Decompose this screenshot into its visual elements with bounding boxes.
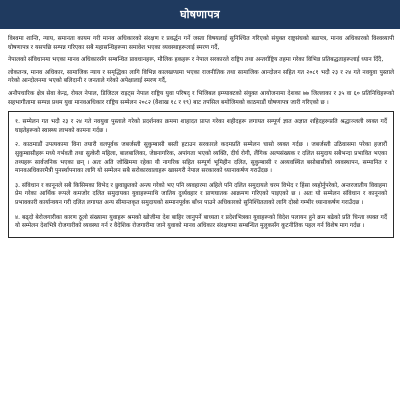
declaration-point: ४. बढ्दो बेरोजगारीका कारण ठूलो संख्यामा युवाहरू श्रमको खोजीमा देश बाहिर जानुपर्ने बाध्यता र प्रदेशभित्रका युवाहरूको विदेश पलायन हुने क्रम बढेको प्रति चिन्ता व्यक्त गर्दै यो सम्मेलन देशभित्रै रोजगारीको व्यवस्था गर्न र वैदेशिक रोजगारीमा जाने युवाको मानव अधिकार संरक्षणमा सम्बन्धित मुलुकसँग कूटनीतिक पहल गर्न विशेष माग गर्दछ । bbox=[15, 214, 387, 230]
intro-paragraph: नेपालको संविधानमा भएका मानव अधिकारसँग सम्बन्धित प्रावधानहरू, मौलिक हकहरू र नेपाल सरकारले राष्ट्रिय तथा अन्तर्राष्ट्रिय तहमा गरेका विभिन्न प्रतिबद्धताहरूलाई ध्यान दिँदै, bbox=[8, 57, 384, 64]
declaration-point: ३. संविधान र कानूनले सबै किसिमका विभेद र छुवाछुतको अन्त्य गरेको भए पनि व्यवहारमा अहिले पनि दलित समुदायले चरम विभेद र हिंसा व्यहोर्नुपरेको, अन्तरजातीय विवाहमा प्रेम गरेका आर्थिक रूपले कमजोर दलित समुदायका युवाहरूमाथि जातिय दुर्व्यवहार र प्राणघातक आक्रमण गरिएको पाइएको छ । अतः यो सम्मेलन संविधान र कानूनको प्रभावकारी कार्यान्वयन गरी दलित लगायत अन्य सीमान्तकृत समुदायको सम्मानपूर्वक बाँच्न पाउने अधिकारको सुनिश्चितताको लागि दोस्रो गम्भीर ध्यानाकर्षण गराउँदछ । bbox=[15, 182, 387, 206]
document-title: घोषणापत्र bbox=[180, 8, 220, 21]
intro-paragraph: लोकतन्त्र, मानव अधिकार, सामाजिक न्याय र समृद्धिका लागि विभिन्न कालखण्डमा भएका राजनीतिक तथा सामाजिक आन्दोलन सहित गत २०८१ भदौ २३ र २४ गते नवयुवा पुस्ताले गरेको आन्दोलनमा भएको बलिदानी र जनताले गरेको अपेक्षालाई स्मरण गर्दै, bbox=[8, 69, 394, 85]
declaration-points-box bbox=[8, 111, 394, 238]
intro-paragraph: विश्वमा शान्ति, न्याय, समानता कायम गरी मानव अधिकारको संरक्षण र प्रवर्द्धन गर्ने जस्ता विषयलाई सुनिश्चित गरिएको संयुक्त राष्ट्रसंघको बडापत्र, मानव अधिकारको विश्वव्यापी घोषणापत्र र यसपछि सम्पन्न गरिएका सबै महासन्धिहरूमा समावेश भएका व्यवस्थाहरूलाई स्मरण गर्दै, bbox=[8, 36, 394, 51]
declaration-point: २. काठमाडौं उपत्यकामा विना तयारी वलपूर्वक जबर्जस्ती सुकुम्बासी बस्ती हटाउन सरकारले कदमप्रति सम्मेलन चासो व्यक्त गर्दछ । जबर्जस्ती उठिवासमा परेका हजारौं सुकुम्बासीहरू मध्ये गर्भवती तथा सुत्केरी महिला, बालबालिका, जेष्ठनागरिक, अपांगता भएको व्यक्ति, दीर्घ रोगी, लैंगिक अल्पसंख्यक र दलित समुदाय सबैभन्दा प्रभावित भएका तथ्यहरू सार्वजनिक भएका छन् । अतः अति जोखिममा रहेका यी नागरिक सहित सम्पूर्ण भूमिहीन दलित, सुकुम्बासी र अव्यवस्थित बसोबासीको व्यवस्थापन, सम्मानित र मानवअधिकारमैत्री पुनर्स्थापनाका लागि यो सम्मेलन सबै सरोकारवालाहरू खासगरी नेपाल सरकारको ध्यानाकर्षण गराउँदछ । bbox=[15, 142, 387, 175]
document-header bbox=[0, 0, 400, 29]
intro-paragraph: अनौपचारिक क्षेत्र सेवा केन्द्र, रोयल नेपाल, डिजिटल राइट्स नेपाल राष्ट्रिय युवा परिषद् र भिजिबल इम्प्याक्टको संयुक्त आयोजनामा देशका ७७ जिल्लाका र ३५ वा ६० प्रतिनिधिहरूको सहभागीतामा सम्पन्न प्रथम युवा मानवअधिकार राष्ट्रिय सम्मेलन २०८२ (वैशाख १८ र १९) बाट तपसिल बमोजिमको काठमाडौं घोषणापत्र जारी गरिएको छ । bbox=[8, 90, 394, 106]
declaration-point: १. सम्मेलन गत भदौ २३ र २४ गते नवयुवा पुस्ताले गरेको प्रदर्शनका क्रममा शाहादत प्राप्त गरेका शहीदहरू लगायत सम्पूर्ण ज्ञात अज्ञात शहिदहरूप्रति श्रद्धाञ्जली व्यक्त गर्दै घाइतेहरूको स्वास्थ्य लाभको कामना गर्दछ । bbox=[15, 119, 387, 134]
document-body bbox=[8, 35, 394, 238]
